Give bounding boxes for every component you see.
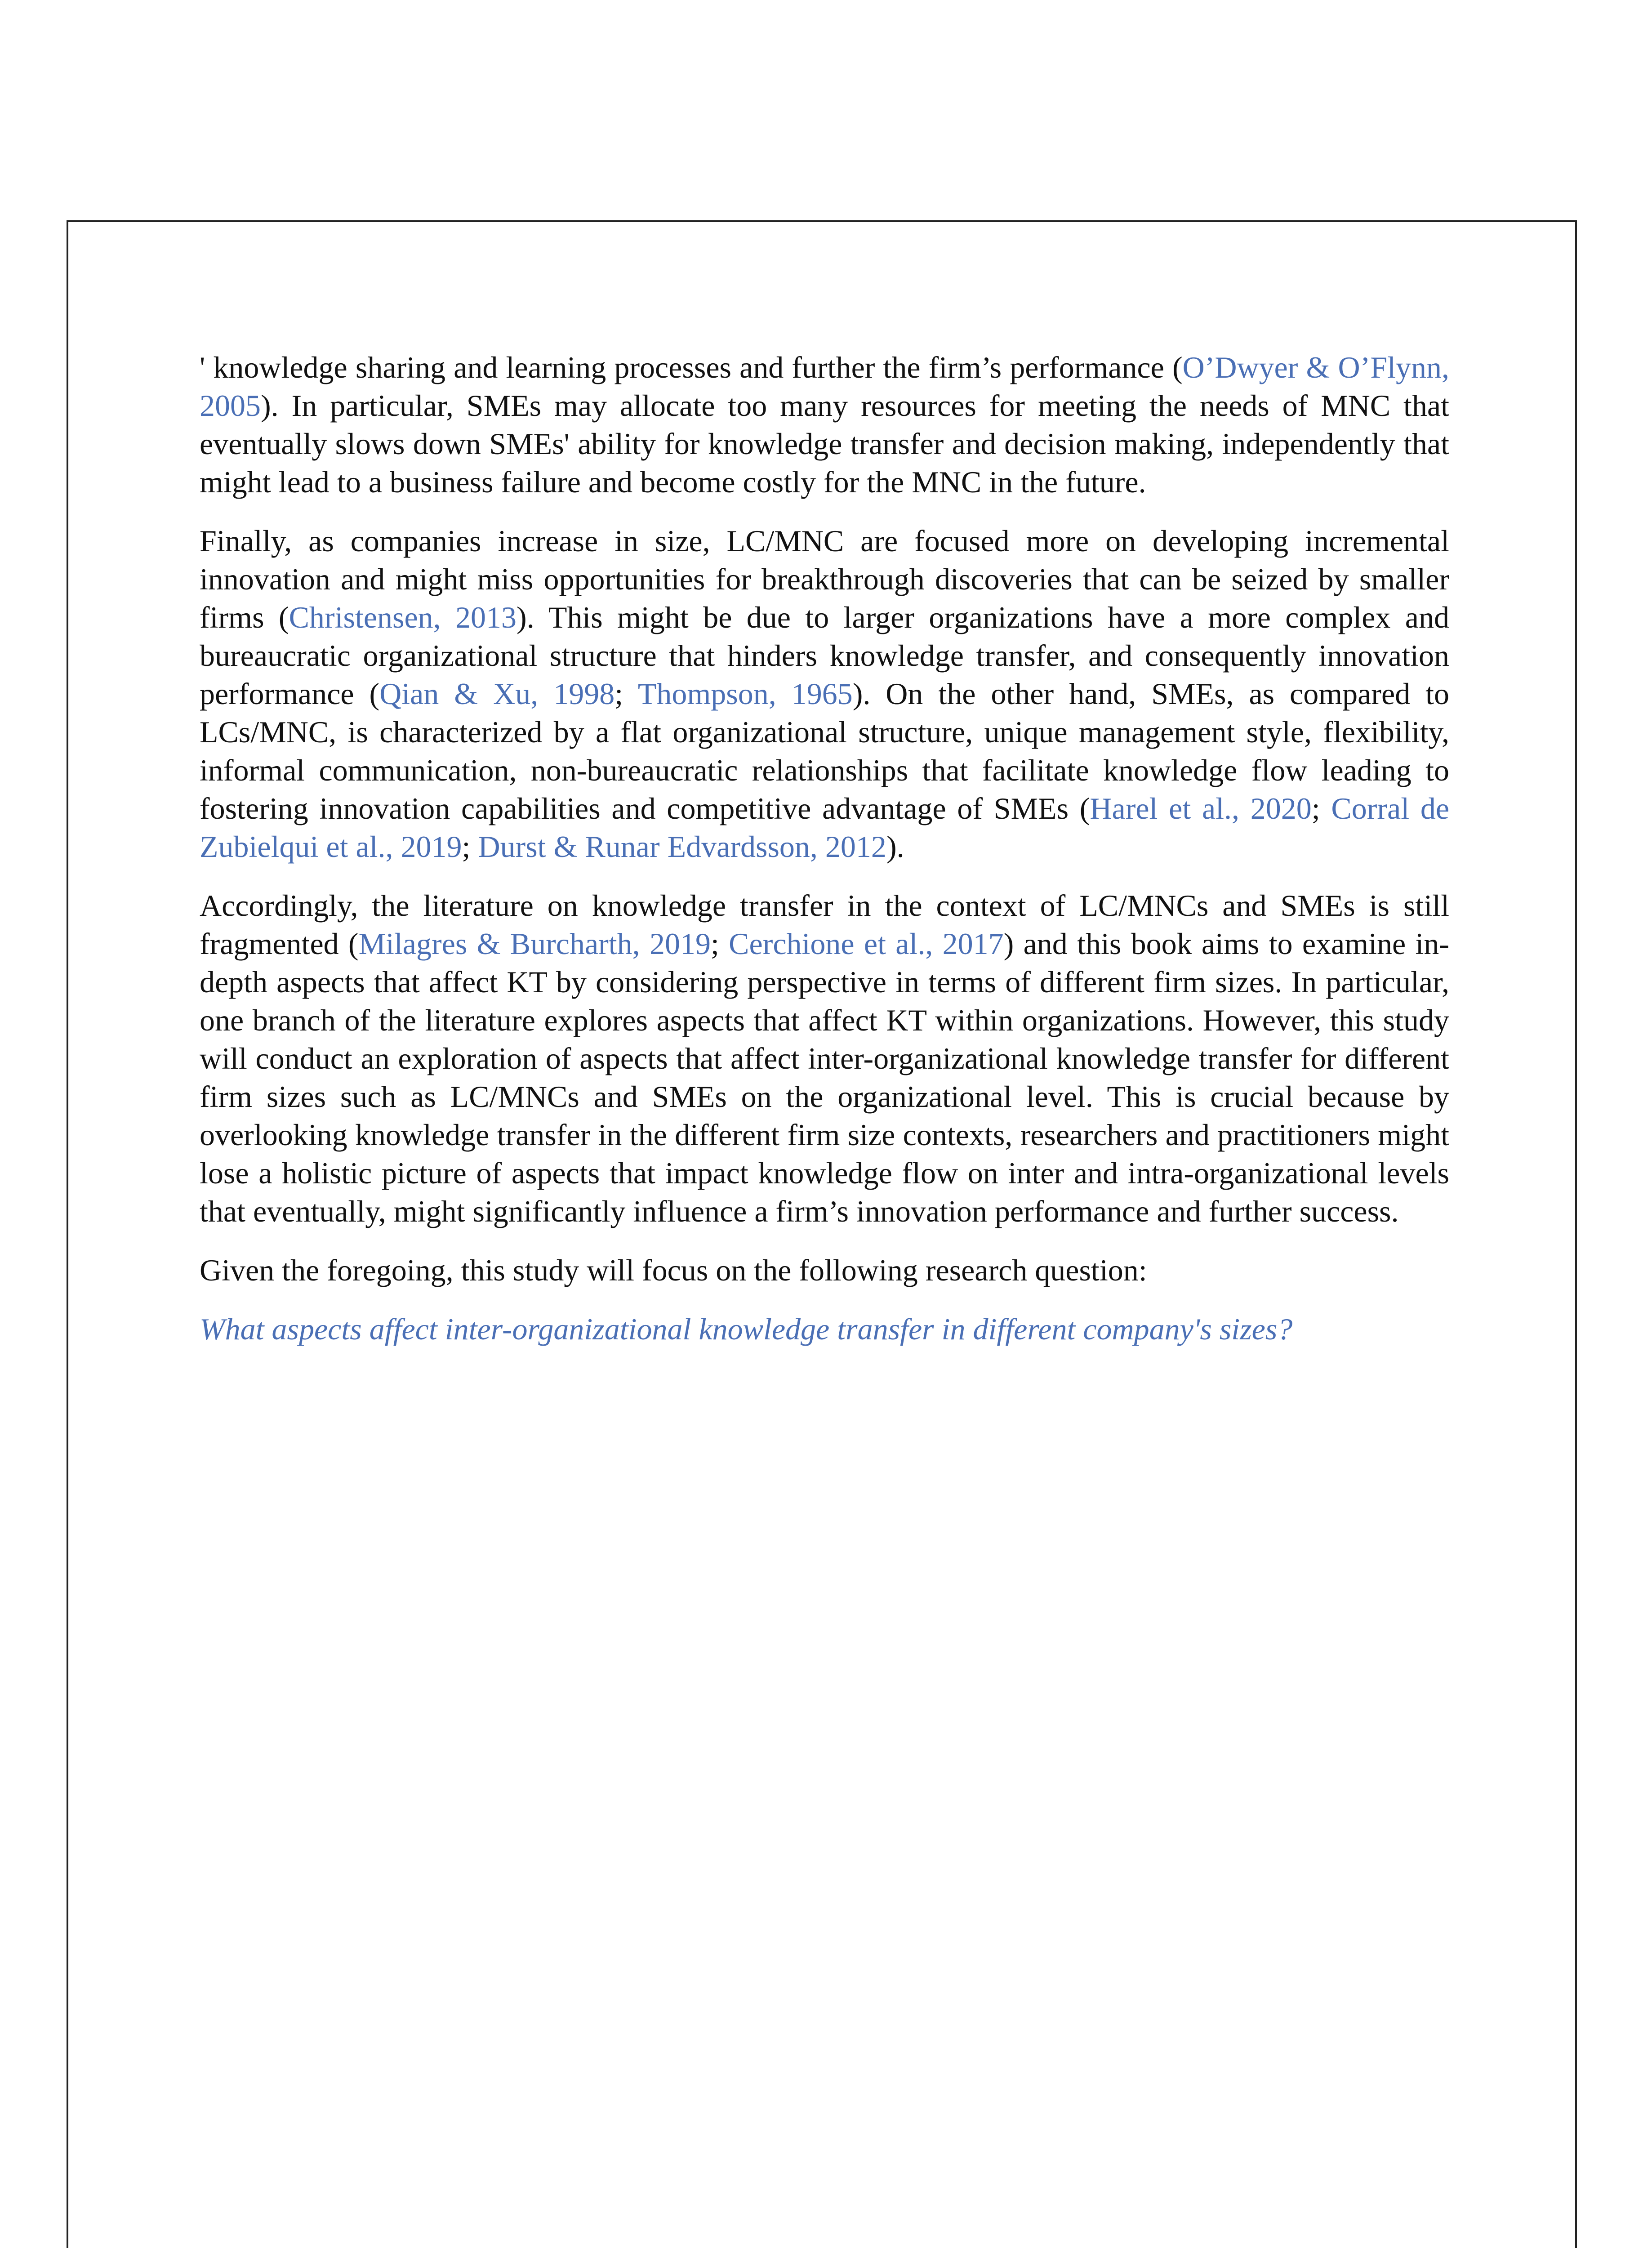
text-segment: ). This might be due to larger organizations have a more complex and bureaucratic organizational structure that hinders knowledge transfer, and consequently innovation performance ( [200, 600, 1449, 711]
paragraph-4: Given the foregoing, this study will focus on the following research question: [200, 1253, 1147, 1287]
text-segment: ; [614, 677, 638, 711]
citation-link[interactable]: Corral de Zubielqui et al., 2019 [200, 791, 1450, 864]
citation-link[interactable]: Cerchione et al., 2017 [729, 927, 1004, 961]
citation-link[interactable]: Milagres & Burcharth, 2019 [358, 927, 711, 961]
citation-link[interactable]: Harel et al., 2020 [1090, 791, 1312, 825]
text-segment: ) and this book aims to examine in-depth aspects that affect KT by considering perspective in terms of different firm sizes. In particular, one branch of the literature explores aspects that affect KT within organizations. However, this study will conduct an exploration of aspects that affect inter-organizational knowledge transfer for different firm sizes such as LC/MNCs and SMEs on the organizational level. This is crucial because by overlooking knowledge transfer in the different firm size contexts, researchers and practitioners might lose a holistic picture of aspects that impact knowledge flow on inter and intra-organizational levels that eventually, might significantly influence a firm’s innovation performance and further success. [200, 927, 1449, 1228]
text-segment: ; [462, 830, 478, 864]
citation-link[interactable]: Durst & Runar Edvardsson, 2012 [478, 830, 886, 864]
text-segment: ; [710, 927, 729, 961]
text-segment: Finally, as companies increase in size, LC/MNC are focused more on developing incremental innovation and might miss opportunities for breakthrough discoveries that can be seized by smaller firms ( [200, 524, 1449, 634]
paragraph-3 [200, 887, 1449, 1231]
citation-link[interactable]: O’Dwyer & O’Flynn, 2005 [200, 350, 1449, 423]
paragraph-1 [200, 348, 1449, 501]
citation-link[interactable]: Christensen, 2013 [289, 600, 517, 634]
text-segment: ). In particular, SMEs may allocate too many resources for meeting the needs of MNC that eventually slows down SMEs' ability for knowledge transfer and decision making, independently that might lead to a business failure and become costly for the MNC in the future. [200, 388, 1449, 499]
text-segment: ). On the other hand, SMEs, as compared to LCs/MNC, is characterized by a flat organizational structure, unique management style, flexibility, informal communication, non-bureaucratic relationships that facilitate knowledge flow leading to fostering innovation capabilities and competitive advantage of SMEs ( [200, 677, 1449, 825]
text-segment: ' knowledge sharing and learning processes and further the firm’s performance ( [200, 350, 1183, 384]
document-body [200, 348, 1449, 1369]
citation-link[interactable]: Thompson, 1965 [637, 677, 853, 711]
citation-link[interactable]: Qian & Xu, 1998 [379, 677, 615, 711]
paragraph-2 [200, 522, 1449, 866]
text-segment: ; [1311, 791, 1331, 825]
text-segment: Accordingly, the literature on knowledge transfer in the context of LC/MNCs and SMEs is still fragmented ( [200, 888, 1449, 961]
text-segment: ). [886, 830, 904, 864]
research-question: What aspects affect inter-organizational knowledge transfer in different company's sizes? [200, 1312, 1293, 1346]
